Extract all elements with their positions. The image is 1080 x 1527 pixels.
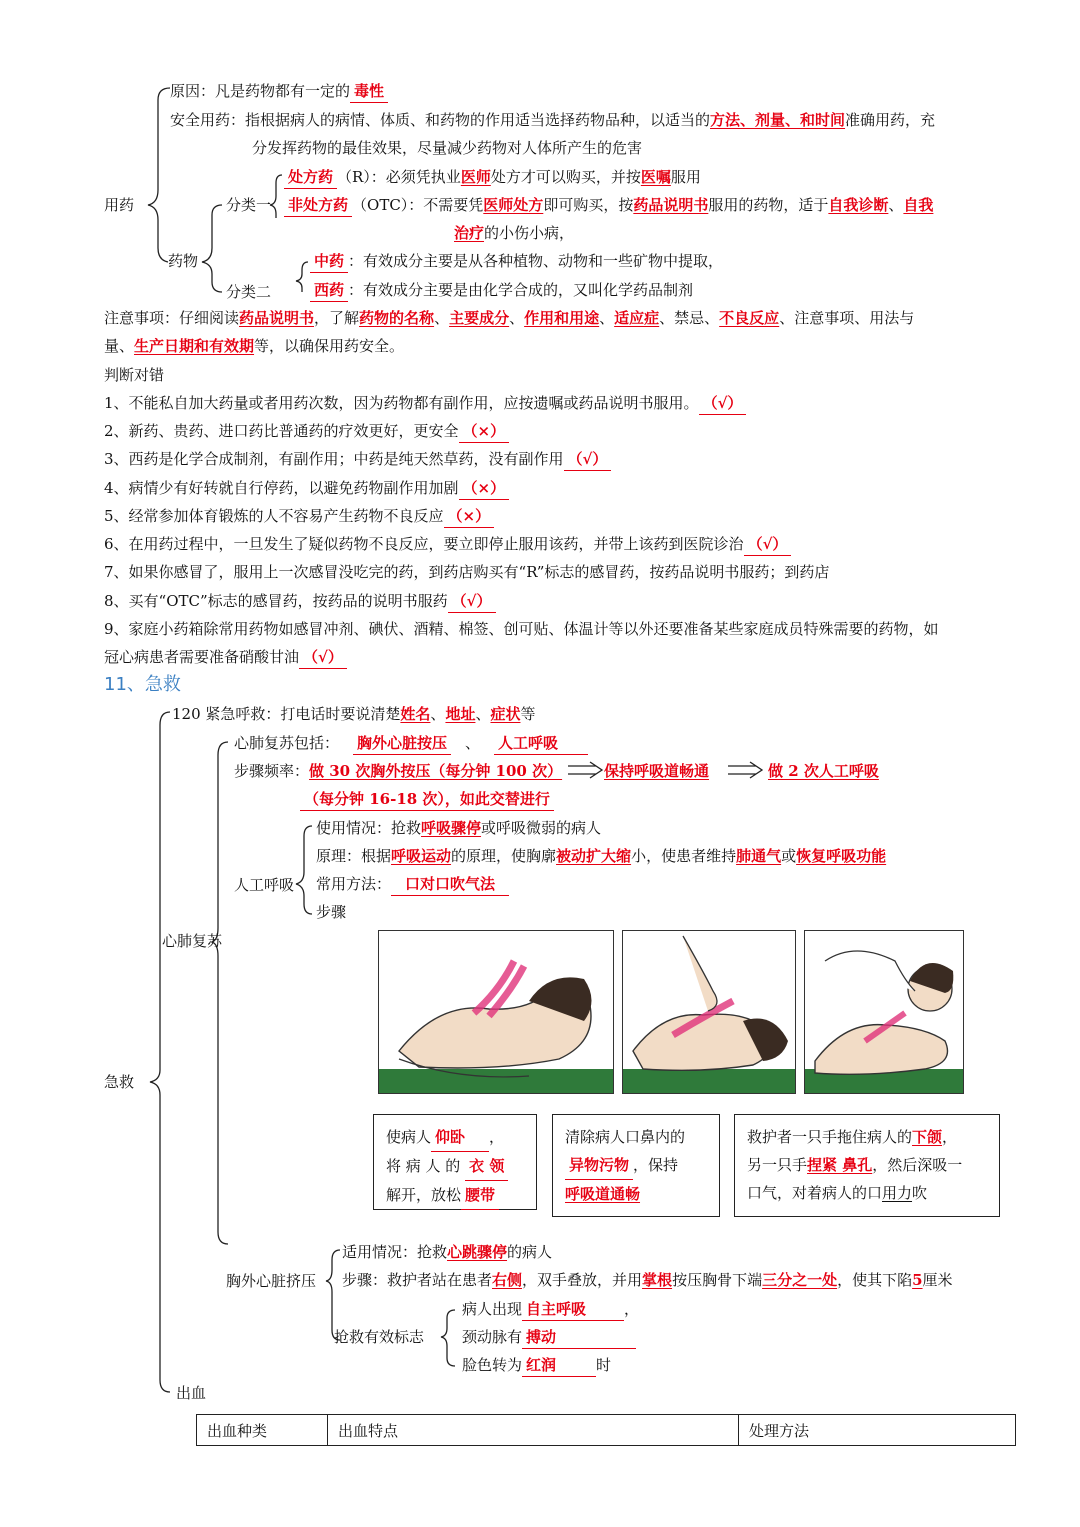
- box3-a: 救护者一只手拖住病人的: [747, 1128, 913, 1146]
- eff-2: [462, 1326, 636, 1349]
- tf-item: [104, 561, 829, 583]
- table-header-cell: 出血特点: [328, 1415, 739, 1446]
- reason-line: [170, 80, 388, 103]
- tf-text: 8、买有“OTC”标志的感冒药，按药品的说明书服药: [104, 592, 448, 610]
- cc-use-line: [342, 1241, 552, 1263]
- first-aid-heading: 11、急救: [104, 674, 181, 695]
- cpr-figure-clear-airway: [622, 930, 796, 1094]
- box3-f: 吹: [912, 1184, 928, 1202]
- box1-k1: 仰卧: [431, 1123, 489, 1152]
- notice-t3: 、注意事项、用法与: [779, 309, 915, 327]
- cpr-k1: 胸外心脏按压: [353, 732, 451, 755]
- cc-step-t4: 厘米: [922, 1271, 953, 1289]
- cpr-label: 心肺复苏: [162, 932, 223, 950]
- tf-item: [104, 420, 509, 443]
- safe-line-2: 分发挥药物的最佳效果，尽量减少药物对人体所产生的危害: [252, 139, 643, 157]
- cpr-figure-mouth-to-mouth: [804, 930, 964, 1094]
- rx-mid2: 处方才可以购买，并按: [490, 168, 641, 186]
- notice-k4: 作用和用途: [524, 309, 600, 327]
- ar-prin-k2: 被动扩大缩: [556, 847, 632, 865]
- eff3-post: 时: [596, 1356, 612, 1374]
- ar-method-line: [316, 873, 509, 896]
- freq-line: [234, 760, 562, 782]
- cc-step-k3: 三分之一处: [762, 1271, 838, 1289]
- eff2-k: 搏动: [522, 1326, 636, 1349]
- ar-prin-pre: 原理：根据: [316, 847, 392, 865]
- notice-k1: 药品说明书: [239, 309, 315, 327]
- tf-answer: （×）: [444, 505, 495, 528]
- bleeding-table: [196, 1414, 1016, 1446]
- call-pre: 120 紧急呼救：打电话时要说清楚: [172, 705, 401, 723]
- bleed-label: 出血: [176, 1384, 207, 1402]
- notice-k7: 生产日期和有效期: [134, 337, 255, 355]
- otc-mid3: 服用的药物，适于: [708, 196, 829, 214]
- otc-key2: 医师处方: [483, 196, 544, 214]
- tf-item-9: 9、家庭小药箱除常用药物如感冒冲剂、碘伏、酒精、棉签、创可贴、体温计等以外还要准备某些家庭成员特殊需要的药物，如: [104, 620, 939, 638]
- eff-label: 抢救有效标志: [334, 1328, 425, 1346]
- box3-c: 另一只手: [747, 1156, 808, 1174]
- tf-item: [104, 392, 746, 415]
- notice-sep: 、: [509, 309, 525, 327]
- freq-k1: 做 30 次胸外按压（每分钟 100 次）: [309, 762, 563, 780]
- otc-key4: 自我诊断: [828, 196, 889, 214]
- freq-k4: （每分钟 16-18 次），如此交替进行: [300, 788, 554, 811]
- otc-key6: 治疗: [454, 224, 485, 242]
- first-aid-label: 急救: [104, 1073, 135, 1091]
- cc-step-t1: ，双手叠放，并用: [522, 1271, 643, 1289]
- rx-key2: 医师: [460, 168, 491, 186]
- ar-principle-line: [316, 845, 886, 867]
- wm-text: ：有效成分主要是由化学合成的，又叫化学药品制剂: [348, 281, 694, 299]
- wm-key: 西药: [310, 279, 348, 302]
- rx-line: [284, 166, 701, 189]
- ar-use-line: [316, 817, 601, 839]
- cpr-figure-head-tilt: [378, 930, 614, 1094]
- rx-mid: （R）：必须凭执业: [337, 168, 461, 186]
- notice-k2: 药物的名称: [359, 309, 435, 327]
- ar-use-post: 或呼吸微弱的病人: [481, 819, 602, 837]
- tf-item: [104, 590, 496, 613]
- ar-prin-k4: 恢复呼吸功能: [796, 847, 887, 865]
- tf-answer: （√）: [744, 533, 792, 556]
- ar-use-k: 呼吸骤停: [421, 819, 482, 837]
- tf-answer: （√）: [699, 392, 747, 415]
- tf-text: 冠心病患者需要准备硝酸甘油: [104, 648, 300, 666]
- notice-pre: 注意事项：仔细阅读: [104, 309, 240, 327]
- otc-post: 的小伤小病，: [484, 224, 575, 242]
- class1-label: 分类一: [226, 196, 272, 214]
- notice-k6: 不良反应: [719, 309, 780, 327]
- freq-k3: 做 2 次人工呼吸: [768, 762, 879, 780]
- otc-sep: 、: [888, 196, 904, 214]
- ar-prin-k1: 呼吸运动: [391, 847, 452, 865]
- otc-line: [284, 194, 933, 217]
- ar-prin-k3: 肺通气: [736, 847, 782, 865]
- tf-item: [104, 448, 611, 471]
- otc-key5: 自我: [903, 196, 934, 214]
- notice-sep: 、: [599, 309, 615, 327]
- box2-k2: 呼吸道通畅: [565, 1185, 641, 1203]
- cc-step-t3: ，使其下陷: [837, 1271, 913, 1289]
- notice-k3: 主要成分: [449, 309, 510, 327]
- airway-illustration: [623, 931, 795, 1093]
- box1-d: 解开，放松: [386, 1186, 462, 1204]
- otc-mid: （OTC）：不需要凭: [352, 196, 484, 214]
- freq-k2-wrap: [604, 760, 709, 782]
- eff-3: [462, 1354, 611, 1377]
- safe-text: 安全用药：指根据病人的病情、体质、和药物的作用适当选择药物品种，以适当的: [170, 111, 711, 129]
- cc-label: 胸外心脏挤压: [226, 1272, 317, 1290]
- box1-a: 使病人: [386, 1128, 432, 1146]
- ar-label: 人工呼吸: [234, 876, 295, 894]
- drug-label: 药物: [168, 252, 199, 270]
- reason-key: 毒性: [350, 80, 388, 103]
- cc-step-k4: 5: [912, 1271, 923, 1289]
- ar-prin-t1: 的原理，使胸廓: [451, 847, 557, 865]
- tf-text: 6、在用药过程中，一旦发生了疑似药物不良反应，要立即停止服用该药，并带上该药到医院诊治: [104, 535, 744, 553]
- eff3-k: 红润: [522, 1354, 596, 1377]
- call-k3: 症状: [490, 705, 521, 723]
- wm-line: [310, 279, 693, 302]
- tf-text: 5、经常参加体育锻炼的人不容易产生药物不良反应: [104, 507, 444, 525]
- call-k2: 地址: [445, 705, 476, 723]
- box2-b: ，保持: [633, 1156, 679, 1174]
- tf-text: 1、不能私自加大药量或者用药次数，因为药物都有副作用，应按遗嘱或药品说明书服用。: [104, 394, 699, 412]
- tf-answer: （×）: [459, 420, 510, 443]
- notice-line-1: [104, 307, 914, 329]
- cc-step-line: [342, 1269, 953, 1291]
- box1-k3: 腰带: [461, 1181, 499, 1210]
- cc-step-k2: 掌根: [642, 1271, 673, 1289]
- cc-use-post: 的病人: [507, 1243, 553, 1261]
- eff1-k: 自主呼吸: [522, 1298, 624, 1321]
- cc-step-k1: 右侧: [492, 1271, 523, 1289]
- ar-use-pre: 使用情况：抢救: [316, 819, 422, 837]
- otc-mid2: 即可购买，按: [543, 196, 634, 214]
- rx-key: 处方药: [284, 166, 337, 189]
- call-line: [172, 703, 536, 725]
- cpr-includes: 心肺复苏包括： 胸外心脏按压 、 人工呼吸: [234, 732, 588, 755]
- tf-item: [104, 477, 509, 500]
- rescue-breath-illustration: [805, 931, 963, 1093]
- tf-item-9-cont: [104, 646, 347, 669]
- cc-use-pre: 适用情况：抢救: [342, 1243, 448, 1261]
- tf-text: 2、新药、贵药、进口药比普通药的疗效更好，更安全: [104, 422, 459, 440]
- rx-post: 服用: [670, 168, 701, 186]
- ar-method-k: 口对口吹气法: [391, 873, 509, 896]
- tf-answer: （√）: [564, 448, 612, 471]
- box2-k1: 异物污物: [565, 1151, 633, 1180]
- safe-key: 方法、剂量、和时间: [710, 111, 846, 129]
- tcm-line: [310, 250, 723, 273]
- rx-key3: 医嘱: [640, 168, 671, 186]
- box1-c: 将 病 人 的: [386, 1157, 461, 1175]
- ar-prin-t3: 或: [781, 847, 797, 865]
- cc-step-t2: 按压胸骨下端: [672, 1271, 763, 1289]
- otc-line-2: [454, 222, 574, 244]
- table-header-cell: 处理方法: [739, 1415, 1016, 1446]
- box3-d: ，然后深吸一: [872, 1156, 963, 1174]
- step-box-1: [373, 1114, 537, 1210]
- notice-line-2: [104, 335, 404, 357]
- safe-post: 准确用药，充: [845, 111, 936, 129]
- tf-text: 7、如果你感冒了，服用上一次感冒没吃完的药，到药店购买有“R”标志的感冒药，按药品说明书服药；到药店: [104, 563, 830, 581]
- freq-pre: 步骤频率：: [234, 762, 310, 780]
- notice-t1: ，了解: [314, 309, 360, 327]
- box1-b: ，: [489, 1128, 505, 1146]
- eff-1: [462, 1298, 639, 1321]
- tf-text: 4、病情少有好转就自行停药，以避免药物副作用加剧: [104, 479, 459, 497]
- notice-t5: 等，以确保用药安全。: [254, 337, 405, 355]
- call-post: 等: [520, 705, 536, 723]
- eff1-post: ，: [624, 1300, 640, 1318]
- ar-steps-label: 步骤: [316, 903, 347, 921]
- call-k1: 姓名: [400, 705, 431, 723]
- cc-step-pre: 步骤：救护者站在患者: [342, 1271, 493, 1289]
- notice-t2: 、禁忌、: [659, 309, 720, 327]
- tf-answer: （√）: [448, 590, 496, 613]
- call-sep: 、: [430, 705, 446, 723]
- cc-use-k: 心跳骤停: [447, 1243, 508, 1261]
- freq-k3-wrap: [768, 760, 879, 782]
- box3-e: 口气，对着病人的口: [747, 1184, 883, 1202]
- table-header-cell: 出血种类: [197, 1415, 328, 1446]
- freq-k4-wrap: [300, 788, 554, 811]
- tcm-text: ：有效成分主要是从各种植物、动物和一些矿物中提取，: [348, 252, 724, 270]
- class2-label: 分类二: [226, 283, 272, 301]
- table-header-row: [197, 1415, 1016, 1446]
- eff2-pre: 颈动脉有: [462, 1328, 523, 1346]
- box2-a: 清除病人口鼻内的: [565, 1128, 686, 1146]
- med-label: 用药: [104, 196, 135, 214]
- tf-item: [104, 533, 791, 556]
- notice-k5: 适应症: [614, 309, 660, 327]
- tf-item: [104, 505, 494, 528]
- otc-key3: 药品说明书: [633, 196, 709, 214]
- cpr-incl: 心肺复苏包括：: [234, 734, 340, 752]
- eff3-pre: 脸色转为: [462, 1356, 523, 1374]
- box3-b: ，: [942, 1128, 958, 1146]
- notice-t4: 量、: [104, 337, 135, 355]
- safe-line: [170, 109, 935, 131]
- freq-k2: 保持呼吸道畅通: [604, 762, 710, 780]
- ar-prin-t2: 小，使患者维持: [631, 847, 737, 865]
- eff1-pre: 病人出现: [462, 1300, 523, 1318]
- box3-k3: 用力: [882, 1184, 913, 1202]
- patient-illustration: [379, 931, 613, 1093]
- tf-answer: （√）: [299, 646, 347, 669]
- tf-answer: （×）: [459, 477, 510, 500]
- call-sep: 、: [475, 705, 491, 723]
- step-box-2: [552, 1114, 720, 1217]
- notice-sep: 、: [434, 309, 450, 327]
- box3-k1: 下颌: [912, 1128, 943, 1146]
- tcm-key: 中药: [310, 250, 348, 273]
- reason-text: 原因：凡是药物都有一定的: [170, 82, 351, 100]
- step-box-3: [734, 1114, 1000, 1217]
- tf-title: 判断对错: [104, 366, 165, 384]
- box3-k2: 捏紧 鼻孔: [807, 1156, 873, 1174]
- cpr-k2: 人工呼吸: [494, 732, 588, 755]
- ar-method-pre: 常用方法：: [316, 875, 392, 893]
- box1-k2: 衣 领: [465, 1152, 508, 1181]
- tf-text: 3、西药是化学合成制剂，有副作用；中药是纯天然草药，没有副作用: [104, 450, 564, 468]
- otc-key: 非处方药: [284, 194, 352, 217]
